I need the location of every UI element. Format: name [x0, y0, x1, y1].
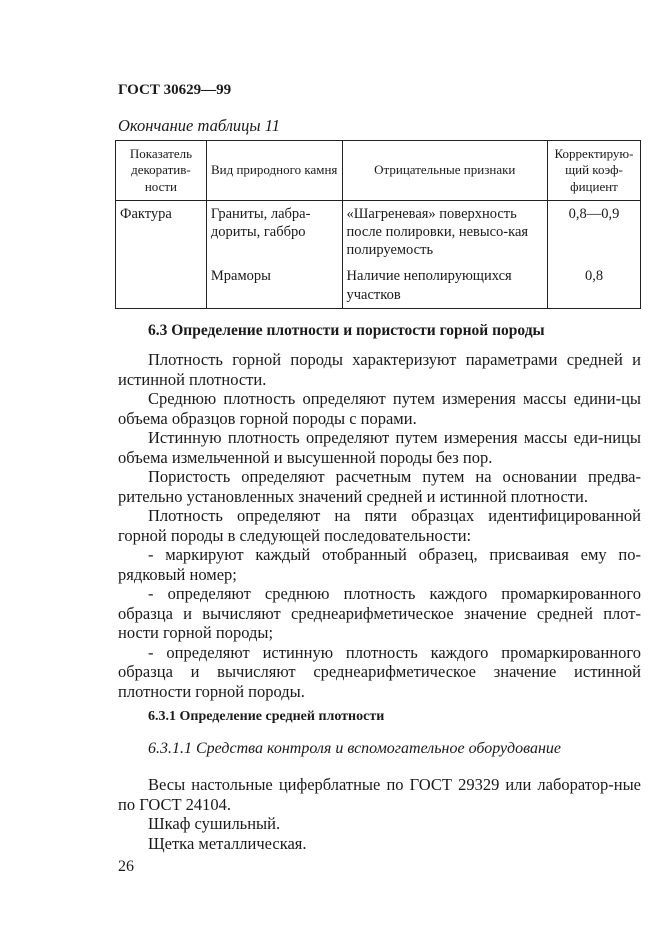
list-item: - маркируют каждый отобранный образец, присваивая ему по-рядковый номер;: [118, 545, 641, 584]
cell-stone: Мраморы: [206, 263, 342, 308]
section-body: [118, 350, 641, 701]
column-header-sign: Отрицательные признаки: [342, 141, 548, 201]
section-heading: 6.3 Определение плотности и пористости горной породы: [148, 322, 545, 339]
subsection-body: [118, 775, 641, 853]
paragraph: Среднюю плотность определяют путем измерения массы едини-цы объема образцов горной породы с порами.: [118, 389, 641, 428]
cell-coef: 0,8: [548, 263, 641, 308]
cell-coef: 0,8—0,9: [548, 201, 641, 264]
table-header-row: [116, 141, 641, 201]
table-row: [116, 201, 641, 264]
paragraph: Щетка металлическая.: [148, 833, 307, 853]
table-caption: Окончание таблицы 11: [118, 116, 280, 135]
cell-sign: Наличие неполирующихся участков: [342, 263, 548, 308]
paragraph: Плотность горной породы характеризуют параметрами средней и истинной плотности.: [118, 350, 641, 389]
list-item: - определяют истинную плотность каждого промаркированного образца и вычисляют среднеарифметическое значение истинной плотности горной породы.: [118, 642, 641, 701]
paragraph: Пористость определяют расчетным путем на основании предва-рительно установленных значений средней и истинной плотности.: [118, 467, 641, 506]
subsection-heading: 6.3.1 Определение средней плотности: [148, 709, 385, 724]
table-row: [116, 263, 641, 308]
page-number: 26: [118, 858, 134, 875]
column-header-stone: Вид природного камня: [206, 141, 342, 201]
cell-indicator: Фактура: [116, 201, 207, 264]
paragraph: Весы настольные циферблатные по ГОСТ 29329 или лаборатор-ные по ГОСТ 24104.: [118, 775, 641, 814]
document-header: ГОСТ 30629—99: [118, 82, 232, 98]
column-header-indicator: Показатель декоратив-ности: [116, 141, 207, 201]
paragraph: Истинную плотность определяют путем измерения массы еди-ницы объема измельченной и высушенной породы без пор.: [118, 428, 641, 467]
cell-sign: «Шагреневая» поверхность после полировки, невысо-кая полируемость: [342, 201, 548, 264]
cell-indicator: [116, 263, 207, 308]
subsubsection-heading: 6.3.1.1 Средства контроля и вспомогательное оборудование: [148, 740, 562, 757]
paragraph: Плотность определяют на пяти образцах идентифицированной горной породы в следующей последовательности:: [118, 506, 641, 545]
list-item: - определяют среднюю плотность каждого промаркированного образца и вычисляют среднеарифметическое значение средней плот-ности горной породы;: [118, 584, 641, 642]
column-header-coef: Корректирую-щий коэф-фициент: [548, 141, 641, 201]
paragraph: Шкаф сушильный.: [148, 814, 281, 833]
cell-stone: Граниты, лабра-дориты, габбро: [206, 201, 342, 264]
decorativeness-table: [115, 140, 641, 309]
